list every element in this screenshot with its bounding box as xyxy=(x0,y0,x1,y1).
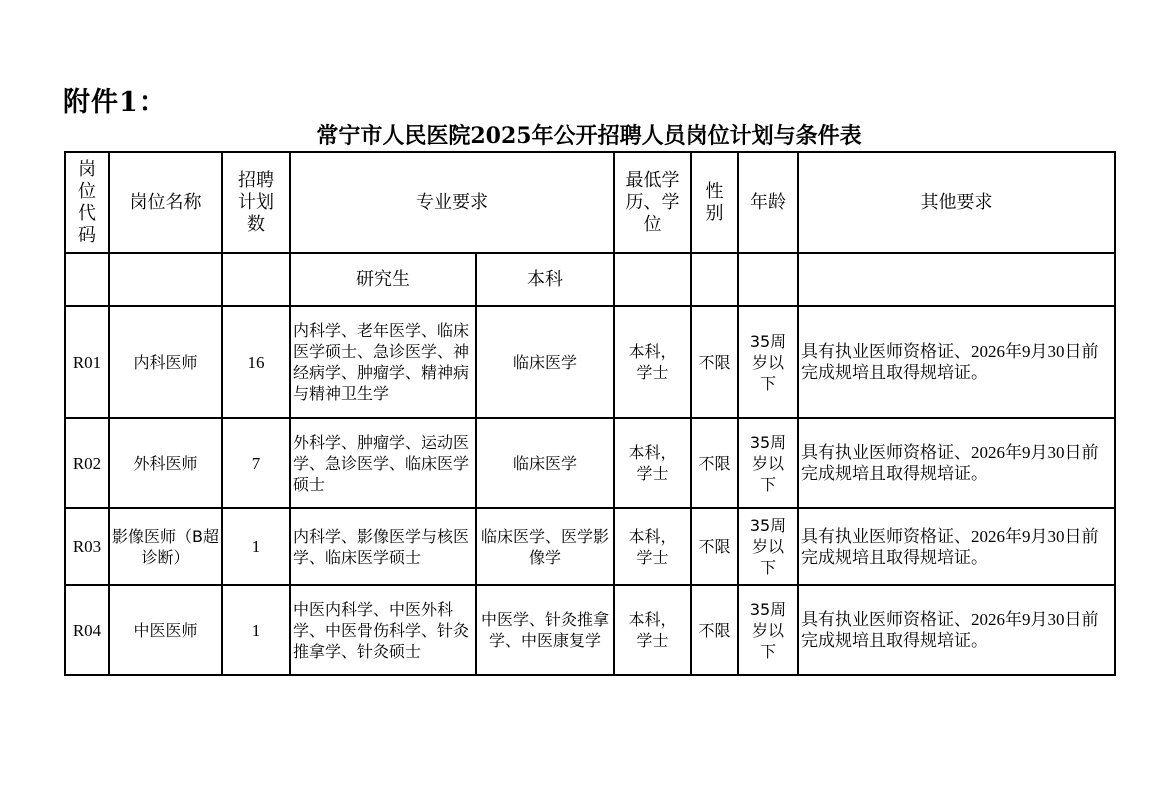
cell-age: 35周岁以下 xyxy=(738,508,798,585)
cell-other: 具有执业医师资格证、2026年9月30日前完成规培且取得规培证。 xyxy=(798,585,1115,675)
cell-undergraduate: 临床医学 xyxy=(476,306,614,418)
document-title: 常宁市人民医院2025年公开招聘人员岗位计划与条件表 xyxy=(316,123,862,149)
cell-gender: 不限 xyxy=(691,306,738,418)
cell-graduate: 内科学、老年医学、临床医学硕士、急诊医学、神经病学、肿瘤学、精神病与精神卫生学 xyxy=(290,306,476,418)
cell-code: R01 xyxy=(65,306,109,418)
cell-plan: 7 xyxy=(222,418,290,508)
cell-gender: 不限 xyxy=(691,418,738,508)
table-row xyxy=(65,306,1115,418)
cell-age: 35周岁以下 xyxy=(738,418,798,508)
cell-plan: 1 xyxy=(222,585,290,675)
cell-other: 具有执业医师资格证、2026年9月30日前完成规培且取得规培证。 xyxy=(798,418,1115,508)
subheader-empty xyxy=(691,253,738,306)
cell-undergraduate: 中医学、针灸推拿学、中医康复学 xyxy=(476,585,614,675)
cell-other: 具有执业医师资格证、2026年9月30日前完成规培且取得规培证。 xyxy=(798,508,1115,585)
header-major: 专业要求 xyxy=(290,152,614,253)
header-other: 其他要求 xyxy=(798,152,1115,253)
subheader-empty xyxy=(614,253,691,306)
cell-name: 内科医师 xyxy=(109,306,222,418)
attachment-label: 附件1： xyxy=(63,87,167,118)
subheader-row xyxy=(65,253,1115,306)
cell-undergraduate: 临床医学 xyxy=(476,418,614,508)
subheader-empty xyxy=(222,253,290,306)
cell-graduate: 内科学、影像医学与核医学、临床医学硕士 xyxy=(290,508,476,585)
header-gender: 性别 xyxy=(691,152,738,253)
cell-name: 中医医师 xyxy=(109,585,222,675)
cell-code: R03 xyxy=(65,508,109,585)
cell-graduate: 中医内科学、中医外科学、中医骨伤科学、针灸推拿学、针灸硕士 xyxy=(290,585,476,675)
cell-other: 具有执业医师资格证、2026年9月30日前完成规培且取得规培证。 xyxy=(798,306,1115,418)
subheader-empty xyxy=(65,253,109,306)
table-row xyxy=(65,508,1115,585)
cell-education: 本科，学士 xyxy=(614,585,691,675)
header-plan: 招聘计划数 xyxy=(222,152,290,253)
recruitment-table xyxy=(64,151,1116,676)
cell-age: 35周岁以下 xyxy=(738,306,798,418)
cell-code: R04 xyxy=(65,585,109,675)
cell-gender: 不限 xyxy=(691,508,738,585)
header-education: 最低学历、学位 xyxy=(614,152,691,253)
cell-code: R02 xyxy=(65,418,109,508)
cell-education: 本科，学士 xyxy=(614,508,691,585)
subheader-empty xyxy=(109,253,222,306)
table-row xyxy=(65,418,1115,508)
subheader-empty xyxy=(738,253,798,306)
cell-education: 本科，学士 xyxy=(614,418,691,508)
header-undergraduate: 本科 xyxy=(476,253,614,306)
cell-education: 本科，学士 xyxy=(614,306,691,418)
cell-undergraduate: 临床医学、医学影像学 xyxy=(476,508,614,585)
cell-plan: 16 xyxy=(222,306,290,418)
header-name: 岗位名称 xyxy=(109,152,222,253)
cell-name: 影像医师（B超诊断） xyxy=(109,508,222,585)
header-code: 岗位代码 xyxy=(65,152,109,253)
cell-name: 外科医师 xyxy=(109,418,222,508)
subheader-empty xyxy=(798,253,1115,306)
header-row xyxy=(65,152,1115,253)
header-age: 年龄 xyxy=(738,152,798,253)
cell-graduate: 外科学、肿瘤学、运动医学、急诊医学、临床医学硕士 xyxy=(290,418,476,508)
table-row xyxy=(65,585,1115,675)
cell-age: 35周岁以下 xyxy=(738,585,798,675)
cell-gender: 不限 xyxy=(691,585,738,675)
header-graduate: 研究生 xyxy=(290,253,476,306)
cell-plan: 1 xyxy=(222,508,290,585)
